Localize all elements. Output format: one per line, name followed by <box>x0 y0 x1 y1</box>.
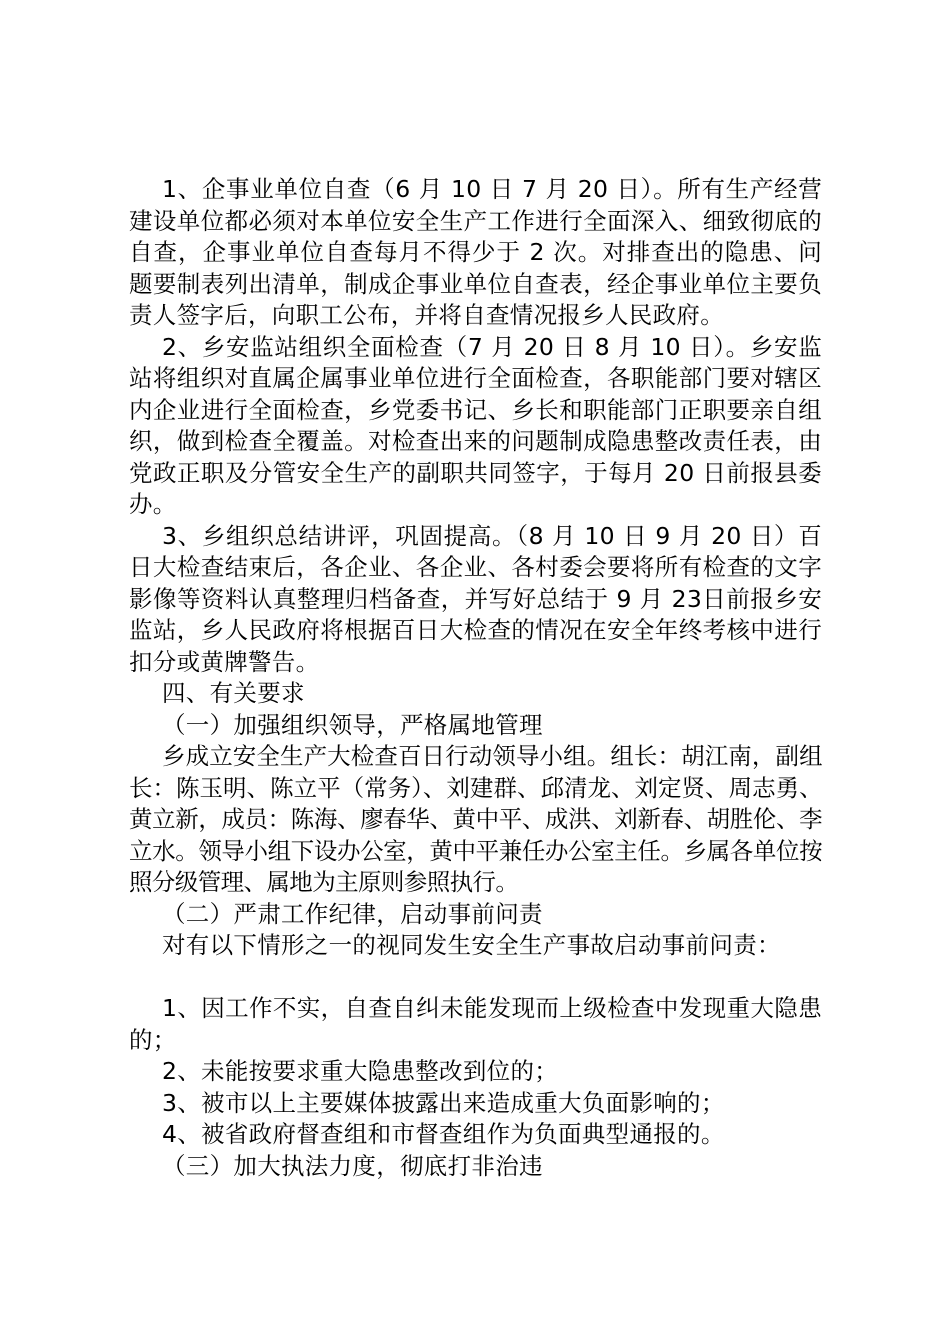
paragraph-self-inspection: 1、企事业单位自查（6 月 10 日 7 月 20 日）。所有生产经营建设单位都必须对本单位安全生产工作进行全面深入、细致彻底的自查，企事业单位自查每月不得少于 2 次。对排查出的隐患、问题要制表列出清单，制成企事业单位自查表，经企事业单位主要负责人签字后，向职工公布，并将自查情况报乡人民政府。 <box>129 175 822 329</box>
section-heading-requirements: 四、有关要求 <box>162 679 305 707</box>
paragraph-leadership-group: 乡成立安全生产大检查百日行动领导小组。组长：胡江南，副组长：陈玉明、陈立平（常务）、刘建群、邱清龙、刘定贤、周志勇、黄立新，成员：陈海、廖春华、黄中平、成洪、刘新春、胡胜伦、李立水。领导小组下设办公室，黄中平兼任办公室主任。乡属各单位按照分级管理、属地为主原则参照执行。 <box>129 742 822 896</box>
blank-line <box>129 962 822 994</box>
subheading-enforcement: （三）加大执法力度，彻底打非治违 <box>162 1151 543 1180</box>
document-body <box>129 174 822 1182</box>
list-item-accountability-3: 3、被市以上主要媒体披露出来造成重大负面影响的； <box>162 1088 725 1117</box>
list-item-accountability-4: 4、被省政府督查组和市督查组作为负面典型通报的。 <box>162 1120 725 1148</box>
paragraph-comprehensive-inspection: 2、乡安监站组织全面检查（7 月 20 日 8 月 10 日）。乡安监站将组织对直属企属事业单位进行全面检查，各职能部门要对辖区内企业进行全面检查，乡党委书记、乡长和职能部门正职要亲自组织，做到检查全覆盖。对检查出来的问题制成隐患整改责任表，由党政正职及分管安全生产的副职共同签字，于每月 20 日前报县委办。 <box>129 332 822 518</box>
subheading-discipline: （二）严肃工作纪律，启动事前问责 <box>162 899 543 928</box>
list-item-accountability-1: 1、因工作不实，自查自纠未能发现而上级检查中发现重大隐患的； <box>129 994 822 1054</box>
list-item-accountability-2: 2、未能按要求重大隐患整改到位的； <box>162 1057 559 1085</box>
subheading-organization: （一）加强组织领导，严格属地管理 <box>162 710 543 739</box>
paragraph-summary-review: 3、乡组织总结讲评，巩固提高。（8 月 10 日 9 月 20 日）百日大检查结束后，各企业、各企业、各村委会要将所有检查的文字影像等资料认真整理归档备查，并写好总结于 9 月 23日前报乡安监站，乡人民政府将根据百日大检查的情况在安全年终考核中进行扣分或黄牌警告。 <box>129 521 822 676</box>
paragraph-accountability-intro: 对有以下情形之一的视同发生安全生产事故启动事前问责： <box>162 931 781 959</box>
